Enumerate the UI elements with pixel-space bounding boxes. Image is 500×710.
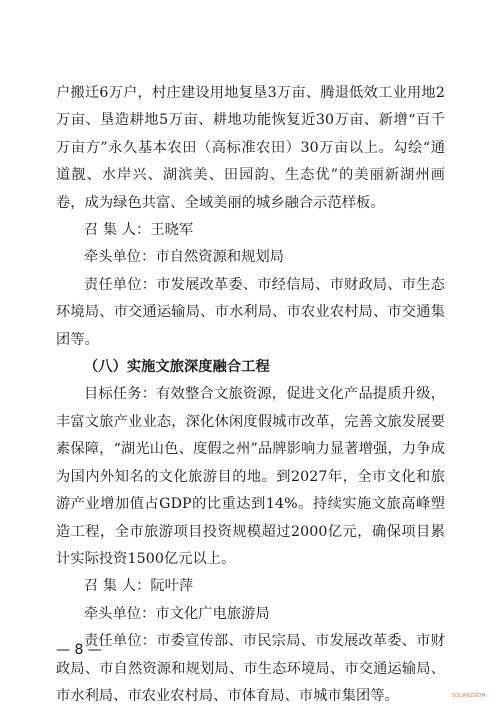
convener-line: 召 集 人：王晓军 bbox=[84, 222, 194, 239]
lead-unit-line: 牵头单位：市文化广电旅游局 bbox=[84, 605, 270, 622]
body-text bbox=[56, 80, 445, 710]
target-tasks-paragraph: 目标任务：有效整合文旅资源，促进文化产品提质升级，丰富文旅产业业态，深化休闲度假城市改革，完善文旅发展要素保障，“湖光山色、度假之州”品牌影响力显著增强，力争成为国内外知名的文化旅游目的地。到2027年，全市文化和旅游产业增加值占GDP的比重达到14%。持续实施文旅高峰塑造工程，全市旅游项目投资规模超过2000亿元，确保项目累计实际投资1500亿元以上。 bbox=[56, 386, 445, 567]
convener-line: 召 集 人：阮叶萍 bbox=[84, 578, 194, 595]
lead-unit-line: 牵头单位：市自然资源和规划局 bbox=[84, 249, 285, 266]
section-heading: （八）实施文旅深度融合工程 bbox=[84, 359, 270, 376]
responsible-units-paragraph: 责任单位：市发展改革委、市经信局、市财政局、市生态环境局、市交通运输局、市水利局、市农业农村局、市交通集团等。 bbox=[56, 276, 445, 348]
paragraph-continuation: 户搬迁6万户，村庄建设用地复垦3万亩、腾退低效工业用地2万亩、垦造耕地5万亩、耕地功能恢复近30万亩、新增“百千万亩方”永久基本农田（高标准农田）30万亩以上。勾绘“通道靓、水岸兴、湖滨美、田园韵、生态优”的美丽新湖州画卷，成为绿色共富、全域美丽的城乡融合示范样板。 bbox=[56, 85, 445, 211]
responsible-units-paragraph: 责任单位：市委宣传部、市民宗局、市发展改革委、市财政局、市自然资源和规划局、市生态环境局、市交通运输局、市水利局、市农业农村局、市体育局、市城市集团等。 bbox=[56, 633, 445, 704]
page-number: — 8 — bbox=[56, 642, 102, 658]
watermark-logo: SOLARZOOM bbox=[451, 693, 486, 699]
